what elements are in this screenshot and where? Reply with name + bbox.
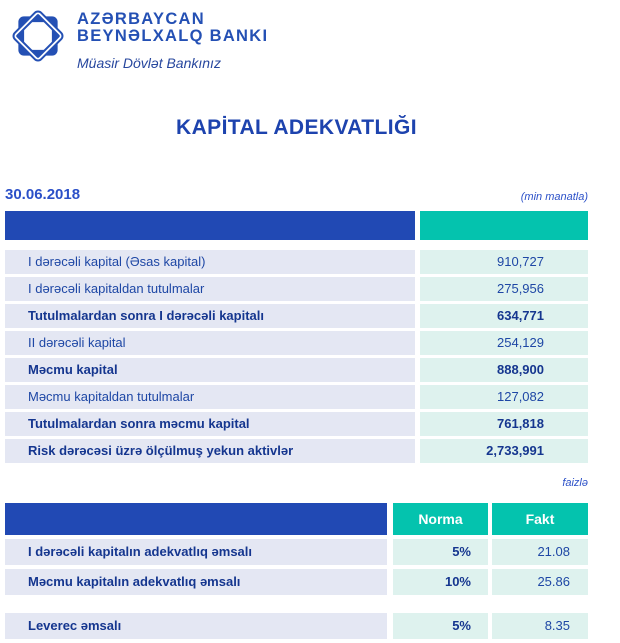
ratio-table-header: [5, 503, 588, 535]
page-title: KAPİTAL ADEKVATLIĞI: [176, 116, 417, 139]
capital-header-value-cell: [420, 211, 588, 240]
row-label: II dərəcəli kapital: [5, 331, 415, 355]
eight-point-knot-star-icon: [8, 6, 68, 66]
table-row: [5, 331, 588, 355]
bank-tagline: Müasir Dövlət Bankınız: [77, 54, 221, 71]
brand-text: [77, 6, 268, 71]
row-norma-value: 5%: [393, 539, 488, 565]
bank-name-line2: BEYNƏLXALQ BANKI: [77, 27, 269, 46]
table-row: [5, 277, 588, 301]
table-row: [5, 385, 588, 409]
table-row: [5, 613, 588, 639]
row-label: Leverec əmsalı: [5, 613, 387, 639]
row-fakt-value: 8.35: [492, 613, 588, 639]
capital-table-header: [5, 211, 588, 240]
row-fakt-value: 21.08: [492, 539, 588, 565]
table-row: [5, 439, 588, 463]
row-label: Risk dərəcəsi üzrə ölçülmuş yekun aktivlər: [5, 439, 415, 463]
table-row: [5, 539, 588, 565]
row-label: Məcmu kapital: [5, 358, 415, 382]
row-value: 275,956: [420, 277, 588, 301]
table-row: [5, 358, 588, 382]
row-value: 254,129: [420, 331, 588, 355]
capital-table-body: [5, 250, 588, 463]
ratio-table-body: [5, 539, 588, 639]
row-value: 761,818: [420, 412, 588, 436]
row-label: I dərəcəli kapitalın adekvatlıq əmsalı: [5, 539, 387, 565]
row-label: Tutulmalardan sonra I dərəcəli kapitalı: [5, 304, 415, 328]
row-value: 910,727: [420, 250, 588, 274]
row-value: 127,082: [420, 385, 588, 409]
report-date: 30.06.2018: [5, 186, 81, 203]
table-row: [5, 412, 588, 436]
row-norma-value: 5%: [393, 613, 488, 639]
row-fakt-value: 25.86: [492, 569, 588, 595]
row-label: I dərəcəli kapital (Əsas kapital): [5, 250, 415, 274]
table-row: [5, 250, 588, 274]
table-row: [5, 304, 588, 328]
ratio-table: [5, 503, 588, 643]
row-value: 2,733,991: [420, 439, 588, 463]
capital-table: [5, 211, 588, 466]
row-norma-value: 10%: [393, 569, 488, 595]
row-value: 634,771: [420, 304, 588, 328]
table-row: [5, 569, 588, 595]
row-label: Məcmu kapitaldan tutulmalar: [5, 385, 415, 409]
ratio-header-label-cell: [5, 503, 387, 535]
column-header-norma: Norma: [393, 503, 488, 535]
brand-header: [8, 6, 268, 71]
unit-note: (min manatla): [520, 191, 588, 203]
capital-header-label-cell: [5, 211, 415, 240]
row-label: Məcmu kapitalın adekvatlıq əmsalı: [5, 569, 387, 595]
meta-row: [5, 186, 588, 203]
row-label: I dərəcəli kapitaldan tutulmalar: [5, 277, 415, 301]
bank-name-line1: AZƏRBAYCAN: [77, 10, 205, 28]
percent-note: faizlə: [562, 477, 588, 489]
row-label: Tutulmalardan sonra məcmu kapital: [5, 412, 415, 436]
column-header-fakt: Fakt: [492, 503, 588, 535]
row-value: 888,900: [420, 358, 588, 382]
